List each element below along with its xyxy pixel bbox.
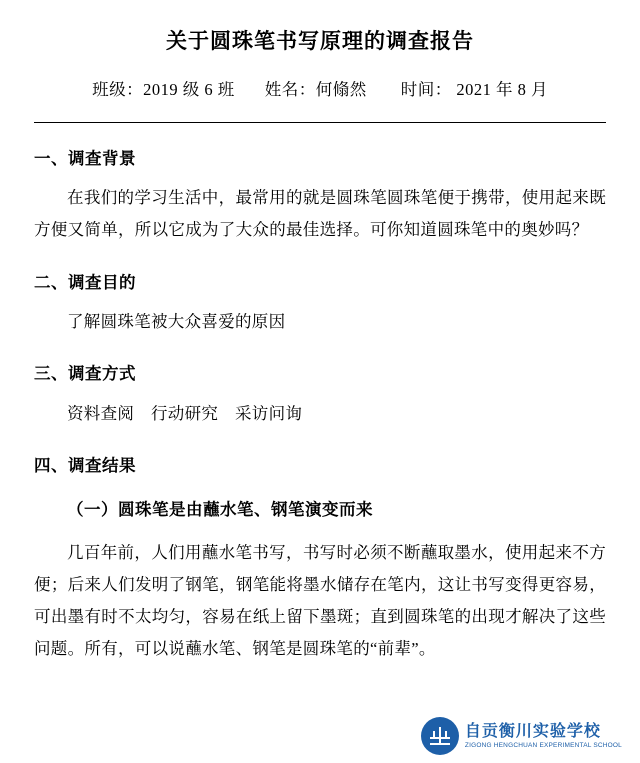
subsection-heading-result-1: （一）圆珠笔是由蘸水笔、钢笔演变而来 — [67, 500, 373, 520]
section-paragraph-result-1: 几百年前，人们用蘸水笔书写，书写时必须不断蘸取墨水，使用起来不方便；后来人们发明了钢笔，钢笔能将墨水储存在笔内，这让书写变得更容易，可出墨有时不太均匀，容易在纸上留下墨斑；直到圆珠笔的出现才解决了这些问题。所有，可以说蘸水笔、钢笔是圆珠笔的“前辈”。 — [34, 542, 606, 659]
school-name-cn: 自贡衡川实验学校 — [464, 722, 601, 740]
header-divider — [34, 122, 606, 123]
section-paragraph-purpose: 了解圆珠笔被大众喜爱的原因 — [67, 312, 286, 332]
document-meta — [34, 76, 606, 100]
school-logo-text — [465, 723, 622, 750]
meta-class: 班级：2019 级 6 班 — [92, 79, 235, 99]
section-paragraph-background: 在我们的学习生活中，最常用的就是圆珠笔圆珠笔便于携带，使用起来既方便又简单，所以它成为了大众的最佳选择。可你知道圆珠笔中的奥妙吗？ — [34, 188, 606, 240]
section-heading-purpose: 二、调查目的 — [34, 272, 136, 292]
meta-name: 姓名：何翛然 — [264, 79, 367, 99]
school-name-en: ZIGONG HENGCHUAN EXPERIMENTAL SCHOOL — [464, 742, 622, 750]
section-heading-result: 四、调查结果 — [34, 456, 136, 476]
page-title: 关于圆珠笔书写原理的调查报告 — [166, 29, 474, 53]
section-paragraph-method: 资料查阅 行动研究 采访问询 — [67, 404, 303, 424]
school-logo — [421, 717, 622, 755]
meta-date: 时间： 2021 年 8 月 — [400, 79, 548, 99]
section-heading-background: 一、调查背景 — [34, 148, 136, 168]
school-emblem-icon — [421, 717, 459, 755]
section-heading-method: 三、调查方式 — [34, 364, 136, 384]
